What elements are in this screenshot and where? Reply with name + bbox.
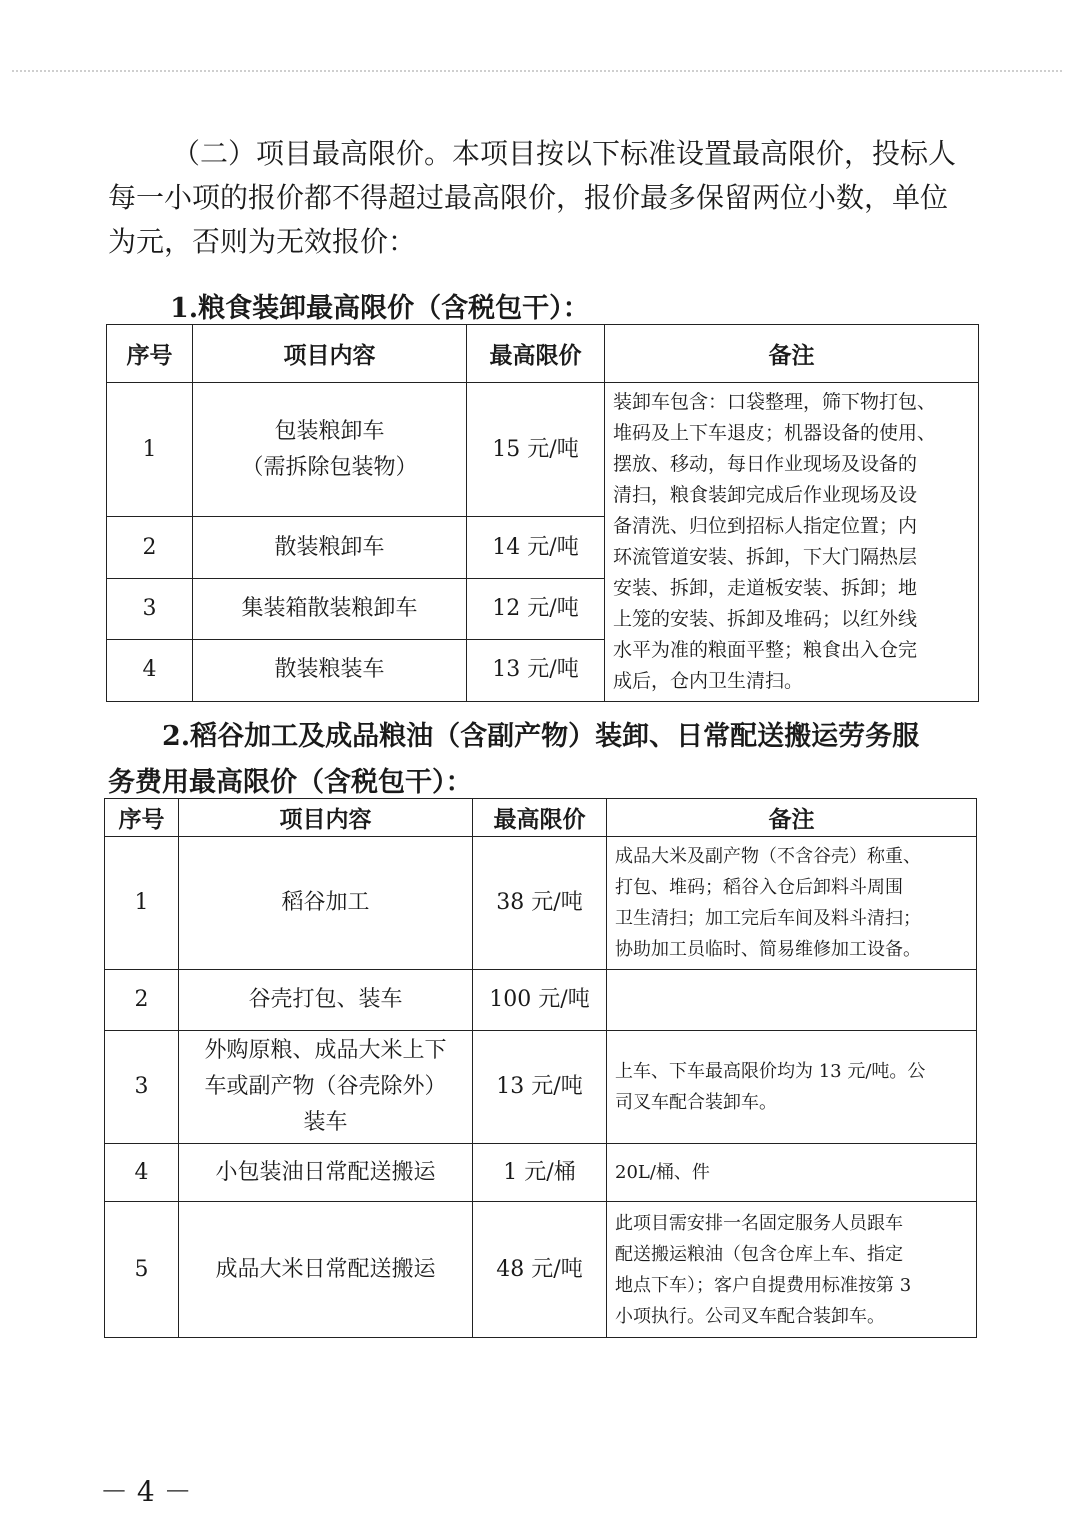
cell-item: [179, 1031, 473, 1144]
note-line: 安装、拆卸，走道板安装、拆卸；地: [613, 577, 918, 599]
cell-price: 13 元/吨: [473, 1031, 607, 1144]
header-note: 备注: [605, 325, 979, 383]
table-row: [105, 970, 977, 1031]
table-row: [105, 1144, 977, 1202]
cell-item: 散装粮装车: [193, 639, 467, 701]
cell-note: [607, 970, 977, 1031]
note-line: 环流管道安装、拆卸，下大门隔热层: [613, 546, 918, 568]
cell-item-line: （需拆除包装物）: [241, 454, 418, 480]
note-line: 摆放、移动，每日作业现场及设备的: [613, 453, 918, 475]
note-line: 小项执行。公司叉车配合装卸车。: [615, 1305, 885, 1327]
cell-no: 2: [105, 970, 179, 1031]
note-line: 成品大米及副产物（不含谷壳）称重、: [615, 846, 921, 867]
note-line: 清扫，粮食装卸完成后作业现场及设: [613, 484, 918, 506]
cell-no: 1: [107, 383, 193, 517]
note-line: 备清洗、归位到招标人指定位置；内: [613, 515, 918, 537]
header-no: 序号: [107, 325, 193, 383]
cell-no: 1: [105, 837, 179, 970]
note-line: 20L/桶、件: [615, 1162, 710, 1183]
table-row: [105, 837, 977, 970]
note-line: 配送搬运粮油（包含仓库上车、指定: [615, 1243, 903, 1265]
cell-no: 3: [107, 578, 193, 639]
cell-item: 集装箱散装粮卸车: [193, 578, 467, 639]
cell-note: [607, 1031, 977, 1144]
table1-header-row: [107, 325, 979, 383]
header-item: 项目内容: [179, 799, 473, 837]
cell-item: 稻谷加工: [179, 837, 473, 970]
intro-line-1: （二）项目最高限价。本项目按以下标准设置最高限价，投标人: [172, 137, 957, 170]
page-number: － 4 －: [100, 1475, 192, 1508]
note-line: 上笼的安装、拆卸及堆码；以红外线: [613, 608, 918, 630]
header-price: 最高限价: [467, 325, 605, 383]
table1-heading: 1.粮食装卸最高限价（含税包干）：: [170, 293, 590, 324]
cell-item-line: 包装粮卸车: [274, 418, 385, 444]
cell-price: 1 元/桶: [473, 1144, 607, 1202]
cell-no: 2: [107, 517, 193, 578]
table2-heading-line-1: 2.稻谷加工及成品粮油（含副产物）装卸、日常配送搬运劳务服: [162, 721, 920, 752]
cell-note: [607, 1144, 977, 1202]
table-row: [105, 1031, 977, 1144]
cell-item: 成品大米日常配送搬运: [179, 1202, 473, 1338]
table1: [106, 324, 979, 702]
intro-line-2: 每一小项的报价都不得超过最高限价，报价最多保留两位小数，单位: [108, 181, 949, 214]
note-line: 司叉车配合装卸车。: [615, 1092, 777, 1113]
table2: [104, 798, 977, 1338]
table-row: [107, 383, 979, 517]
cell-item: [193, 383, 467, 517]
top-rule: [12, 70, 1062, 72]
cell-price: 14 元/吨: [467, 517, 605, 578]
cell-no: 5: [105, 1202, 179, 1338]
cell-note: [607, 837, 977, 970]
cell-item-line: 外购原粮、成品大米上下: [204, 1038, 447, 1063]
note-line: 地点下车）；客户自提费用标准按第 3: [615, 1274, 912, 1296]
cell-item-line: 车或副产物（谷壳除外）: [204, 1074, 447, 1099]
cell-item: 谷壳打包、装车: [179, 970, 473, 1031]
cell-price: 12 元/吨: [467, 578, 605, 639]
note-line: 装卸车包含：口袋整理，筛下物打包、: [613, 391, 937, 413]
header-no: 序号: [105, 799, 179, 837]
cell-price: 38 元/吨: [473, 837, 607, 970]
cell-note: [607, 1202, 977, 1338]
note-line: 堆码及上下车退皮；机器设备的使用、: [613, 422, 937, 444]
cell-price: 13 元/吨: [467, 639, 605, 701]
note-line: 上车、下车最高限价均为 13 元/吨。公: [615, 1061, 926, 1082]
table2-header-row: [105, 799, 977, 837]
table-row: [105, 1202, 977, 1338]
cell-item: 散装粮卸车: [193, 517, 467, 578]
note-line: 成后，仓内卫生清扫。: [613, 670, 804, 692]
intro-line-3: 为元，否则为无效报价：: [108, 225, 417, 258]
note-line: 打包、堆码；稻谷入仓后卸料斗周围: [615, 877, 903, 898]
header-price: 最高限价: [473, 799, 607, 837]
cell-note-merged: [605, 383, 979, 702]
intro-paragraph: [108, 132, 978, 264]
cell-no: 4: [105, 1144, 179, 1202]
cell-no: 4: [107, 639, 193, 701]
note-line: 此项目需安排一名固定服务人员跟车: [615, 1212, 903, 1234]
note-line: 协助加工员临时、简易维修加工设备。: [615, 939, 921, 960]
cell-item-line: 装车: [303, 1110, 348, 1135]
cell-no: 3: [105, 1031, 179, 1144]
cell-item: 小包装油日常配送搬运: [179, 1144, 473, 1202]
cell-price: 15 元/吨: [467, 383, 605, 517]
note-line: 水平为准的粮面平整；粮食出入仓完: [613, 639, 918, 661]
note-line: 卫生清扫；加工完后车间及料斗清扫；: [615, 908, 921, 929]
cell-price: 48 元/吨: [473, 1202, 607, 1338]
header-item: 项目内容: [193, 325, 467, 383]
table2-heading-line-2: 务费用最高限价（含税包干）：: [108, 767, 473, 798]
cell-price: 100 元/吨: [473, 970, 607, 1031]
header-note: 备注: [607, 799, 977, 837]
